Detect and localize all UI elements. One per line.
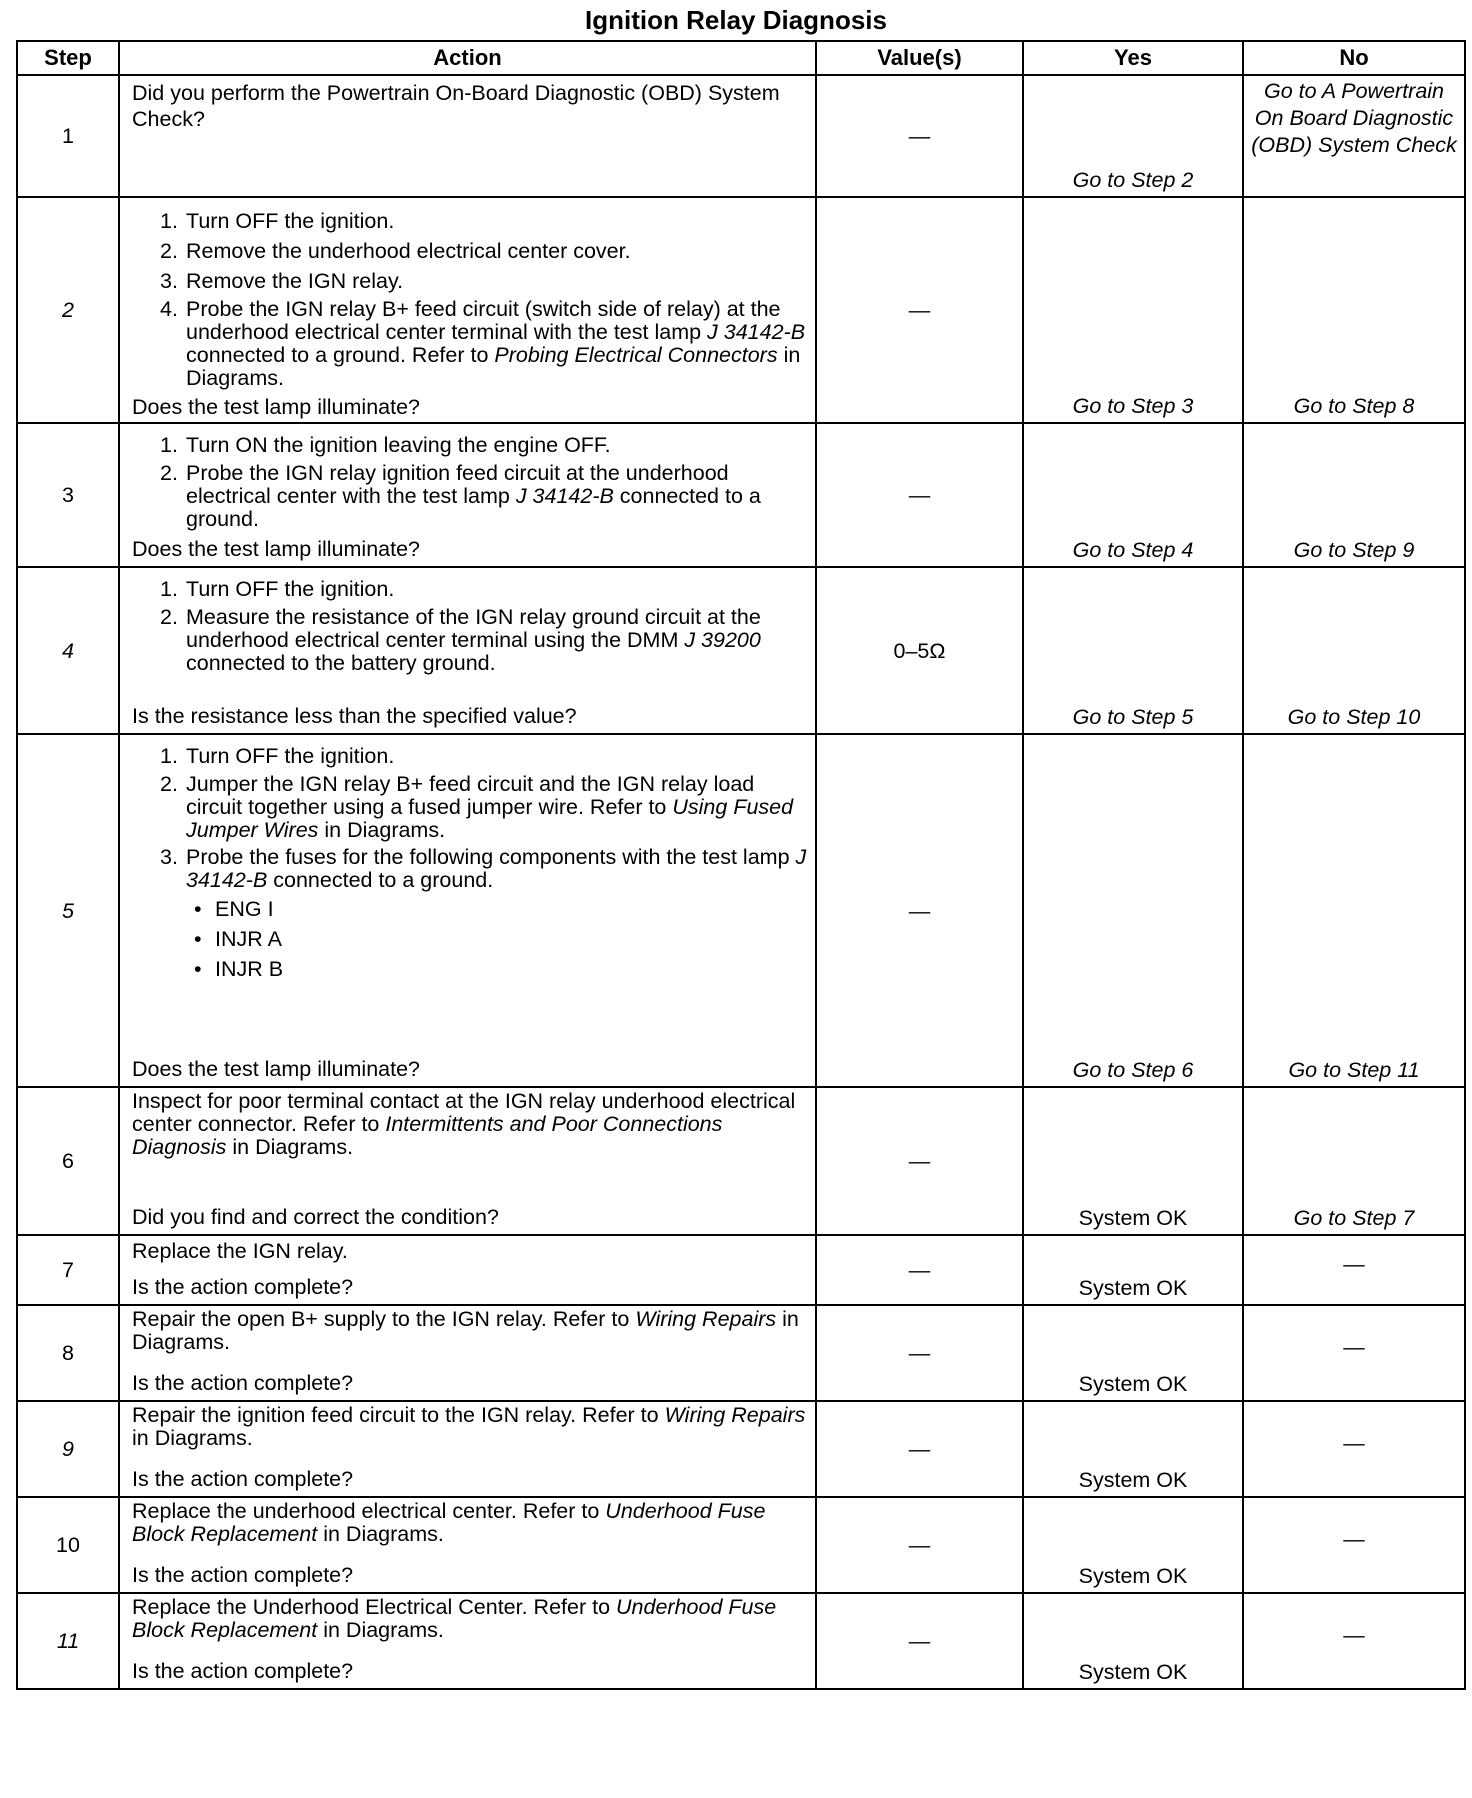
list-item-text: connected to a ground. bbox=[267, 868, 494, 892]
table-row bbox=[17, 567, 1465, 734]
list-item bbox=[160, 773, 809, 842]
value-cell: — bbox=[816, 1593, 1023, 1689]
step-number: 8 bbox=[17, 1305, 119, 1401]
yes-cell: Go to Step 2 bbox=[1023, 75, 1243, 197]
table-row bbox=[17, 734, 1465, 1087]
action-cell bbox=[119, 734, 816, 1087]
header-action: Action bbox=[119, 41, 816, 75]
action-text bbox=[132, 1596, 809, 1642]
action-question: Is the action complete? bbox=[132, 1371, 354, 1395]
no-cell: — bbox=[1243, 1401, 1465, 1497]
table-row bbox=[17, 197, 1465, 423]
action-text-plain: Repair the ignition feed circuit to the IGN relay. Refer to bbox=[132, 1403, 665, 1427]
doc-reference: Underhood Fuse Block Replacement bbox=[132, 1595, 777, 1642]
doc-reference: Intermittents and Poor Connections Diagnosis bbox=[132, 1112, 723, 1159]
list-item-text: connected to the battery ground. bbox=[186, 651, 496, 675]
action-question: Did you find and correct the condition? bbox=[132, 1205, 499, 1229]
step-number: 3 bbox=[17, 423, 119, 567]
action-cell bbox=[119, 1401, 816, 1497]
doc-reference: Underhood Fuse Block Replacement bbox=[132, 1499, 766, 1546]
list-item: Remove the underhood electrical center cover. bbox=[186, 239, 631, 263]
doc-reference: Wiring Repairs bbox=[635, 1307, 777, 1331]
action-text-plain: in Diagrams. bbox=[132, 1426, 253, 1450]
list-item bbox=[160, 298, 809, 390]
no-cell: Go to Step 8 bbox=[1243, 197, 1465, 423]
header-step: Step bbox=[17, 41, 119, 75]
table-header-row bbox=[17, 41, 1465, 75]
list-item-text: Probe the fuses for the following components with the test lamp bbox=[186, 845, 796, 869]
no-cell: — bbox=[1243, 1593, 1465, 1689]
yes-cell: System OK bbox=[1023, 1087, 1243, 1235]
action-text bbox=[132, 1090, 809, 1159]
step-number: 11 bbox=[17, 1593, 119, 1689]
list-item-text: Measure the resistance of the IGN relay ground circuit at the underhood electrical center terminal using the DMM bbox=[186, 605, 761, 652]
list-item bbox=[160, 846, 809, 982]
no-cell: — bbox=[1243, 1305, 1465, 1401]
list-item-text: in Diagrams. bbox=[186, 343, 801, 390]
list-item: Turn OFF the ignition. bbox=[186, 209, 395, 233]
value-cell: — bbox=[816, 1305, 1023, 1401]
list-item-text: connected to a ground. Refer to bbox=[186, 343, 495, 367]
table-row bbox=[17, 1087, 1465, 1235]
step-number: 7 bbox=[17, 1235, 119, 1305]
action-cell bbox=[119, 1593, 816, 1689]
step-number: 1 bbox=[17, 75, 119, 197]
no-cell: Go to Step 10 bbox=[1243, 567, 1465, 734]
value-cell: — bbox=[816, 1087, 1023, 1235]
step-number: 6 bbox=[17, 1087, 119, 1235]
action-text bbox=[132, 1404, 809, 1450]
yes-cell: Go to Step 5 bbox=[1023, 567, 1243, 734]
action-text-plain: Inspect for poor terminal contact at the IGN relay underhood electrical center connector. Refer to bbox=[132, 1089, 796, 1136]
list-item-text: in Diagrams. bbox=[318, 818, 446, 842]
step-number: 4 bbox=[17, 567, 119, 734]
yes-cell: Go to Step 6 bbox=[1023, 734, 1243, 1087]
yes-cell: System OK bbox=[1023, 1593, 1243, 1689]
value-cell: — bbox=[816, 1401, 1023, 1497]
table-row bbox=[17, 1305, 1465, 1401]
action-question: Does the test lamp illuminate? bbox=[132, 537, 421, 561]
list-item: Remove the IGN relay. bbox=[186, 269, 404, 293]
no-cell: — bbox=[1243, 1235, 1465, 1305]
tool-reference: J 34142-B bbox=[707, 320, 806, 344]
action-cell bbox=[119, 423, 816, 567]
component-list bbox=[186, 896, 809, 982]
list-item-text: Probe the IGN relay ignition feed circuit at the underhood electrical center with the test lamp bbox=[186, 461, 729, 508]
action-cell bbox=[119, 1497, 816, 1593]
action-steps bbox=[132, 208, 809, 394]
action-text bbox=[132, 1308, 809, 1354]
action-question: Is the action complete? bbox=[132, 1659, 354, 1683]
step-number: 2 bbox=[17, 197, 119, 423]
tool-reference: J 34142-B bbox=[186, 845, 807, 892]
action-text-plain: in Diagrams. bbox=[226, 1135, 354, 1159]
action-text-plain: in Diagrams. bbox=[132, 1307, 799, 1354]
value-cell: — bbox=[816, 423, 1023, 567]
list-item-text: connected to a ground. bbox=[186, 484, 761, 531]
action-text: Did you perform the Powertrain On-Board Diagnostic (OBD) System Check? bbox=[132, 81, 780, 131]
list-item: • INJR A bbox=[190, 926, 809, 952]
action-text bbox=[132, 1500, 809, 1546]
no-cell: Go to Step 9 bbox=[1243, 423, 1465, 567]
step-number: 5 bbox=[17, 734, 119, 1087]
action-question: Is the action complete? bbox=[132, 1563, 354, 1587]
value-cell: — bbox=[816, 75, 1023, 197]
doc-reference: Using Fused Jumper Wires bbox=[186, 795, 794, 842]
list-item: • ENG I bbox=[190, 896, 809, 922]
action-text: Replace the IGN relay. bbox=[132, 1239, 348, 1263]
tool-reference: J 39200 bbox=[684, 628, 761, 652]
table-row bbox=[17, 75, 1465, 197]
list-item-text: Jumper the IGN relay B+ feed circuit and the IGN relay load circuit together using a fused jumper wire. Refer to bbox=[186, 772, 755, 819]
value-cell: — bbox=[816, 197, 1023, 423]
action-cell bbox=[119, 1087, 816, 1235]
doc-reference: Wiring Repairs bbox=[664, 1403, 806, 1427]
no-cell bbox=[1243, 75, 1465, 197]
list-item-text: Probe the IGN relay B+ feed circuit (switch side of relay) at the underhood electrical center terminal with the test lamp bbox=[186, 297, 781, 344]
doc-reference: Probing Electrical Connectors bbox=[494, 343, 778, 367]
no-text-link: A Powertrain On Board Diagnostic (OBD) System Check bbox=[1251, 79, 1457, 157]
list-item: • INJR B bbox=[190, 956, 809, 982]
action-text-plain: Repair the open B+ supply to the IGN relay. Refer to bbox=[132, 1307, 636, 1331]
step-number: 9 bbox=[17, 1401, 119, 1497]
yes-cell: System OK bbox=[1023, 1305, 1243, 1401]
yes-cell: Go to Step 4 bbox=[1023, 423, 1243, 567]
yes-cell: System OK bbox=[1023, 1497, 1243, 1593]
table-row bbox=[17, 1593, 1465, 1689]
yes-cell: Go to Step 3 bbox=[1023, 197, 1243, 423]
header-value: Value(s) bbox=[816, 41, 1023, 75]
action-cell bbox=[119, 75, 816, 197]
action-steps bbox=[132, 432, 809, 535]
header-no: No bbox=[1243, 41, 1465, 75]
no-cell: Go to Step 11 bbox=[1243, 734, 1465, 1087]
list-item bbox=[160, 606, 809, 675]
action-text-plain: Replace the underhood electrical center. Refer to bbox=[132, 1499, 606, 1523]
action-cell bbox=[119, 567, 816, 734]
action-question: Is the action complete? bbox=[132, 1467, 354, 1491]
list-item bbox=[160, 462, 809, 531]
table-row bbox=[17, 423, 1465, 567]
yes-cell: System OK bbox=[1023, 1235, 1243, 1305]
action-question: Does the test lamp illuminate? bbox=[132, 1057, 421, 1081]
action-question: Is the resistance less than the specified value? bbox=[132, 704, 577, 728]
step-number: 10 bbox=[17, 1497, 119, 1593]
table-row bbox=[17, 1235, 1465, 1305]
diagnosis-table bbox=[16, 40, 1466, 1690]
action-steps bbox=[132, 743, 809, 986]
page-title: Ignition Relay Diagnosis bbox=[585, 5, 887, 35]
tool-reference: J 34142-B bbox=[515, 484, 614, 508]
value-cell: — bbox=[816, 1235, 1023, 1305]
value-cell: 0–5Ω bbox=[816, 567, 1023, 734]
action-cell bbox=[119, 197, 816, 423]
value-cell: — bbox=[816, 1497, 1023, 1593]
list-item: Turn ON the ignition leaving the engine OFF. bbox=[186, 433, 611, 457]
no-text-plain: Go to bbox=[1263, 79, 1322, 103]
action-text-plain: Replace the Underhood Electrical Center. Refer to bbox=[132, 1595, 617, 1619]
action-steps bbox=[132, 576, 809, 679]
value-cell: — bbox=[816, 734, 1023, 1087]
list-item: Turn OFF the ignition. bbox=[186, 744, 395, 768]
action-question: Does the test lamp illuminate? bbox=[132, 395, 421, 419]
header-yes: Yes bbox=[1023, 41, 1243, 75]
action-cell bbox=[119, 1305, 816, 1401]
action-text-plain: in Diagrams. bbox=[317, 1522, 444, 1546]
table-row bbox=[17, 1401, 1465, 1497]
table-row bbox=[17, 1497, 1465, 1593]
action-cell bbox=[119, 1235, 816, 1305]
no-cell: Go to Step 7 bbox=[1243, 1087, 1465, 1235]
yes-cell: System OK bbox=[1023, 1401, 1243, 1497]
list-item: Turn OFF the ignition. bbox=[186, 577, 395, 601]
no-cell: — bbox=[1243, 1497, 1465, 1593]
action-text-plain: in Diagrams. bbox=[317, 1618, 444, 1642]
action-question: Is the action complete? bbox=[132, 1275, 354, 1299]
